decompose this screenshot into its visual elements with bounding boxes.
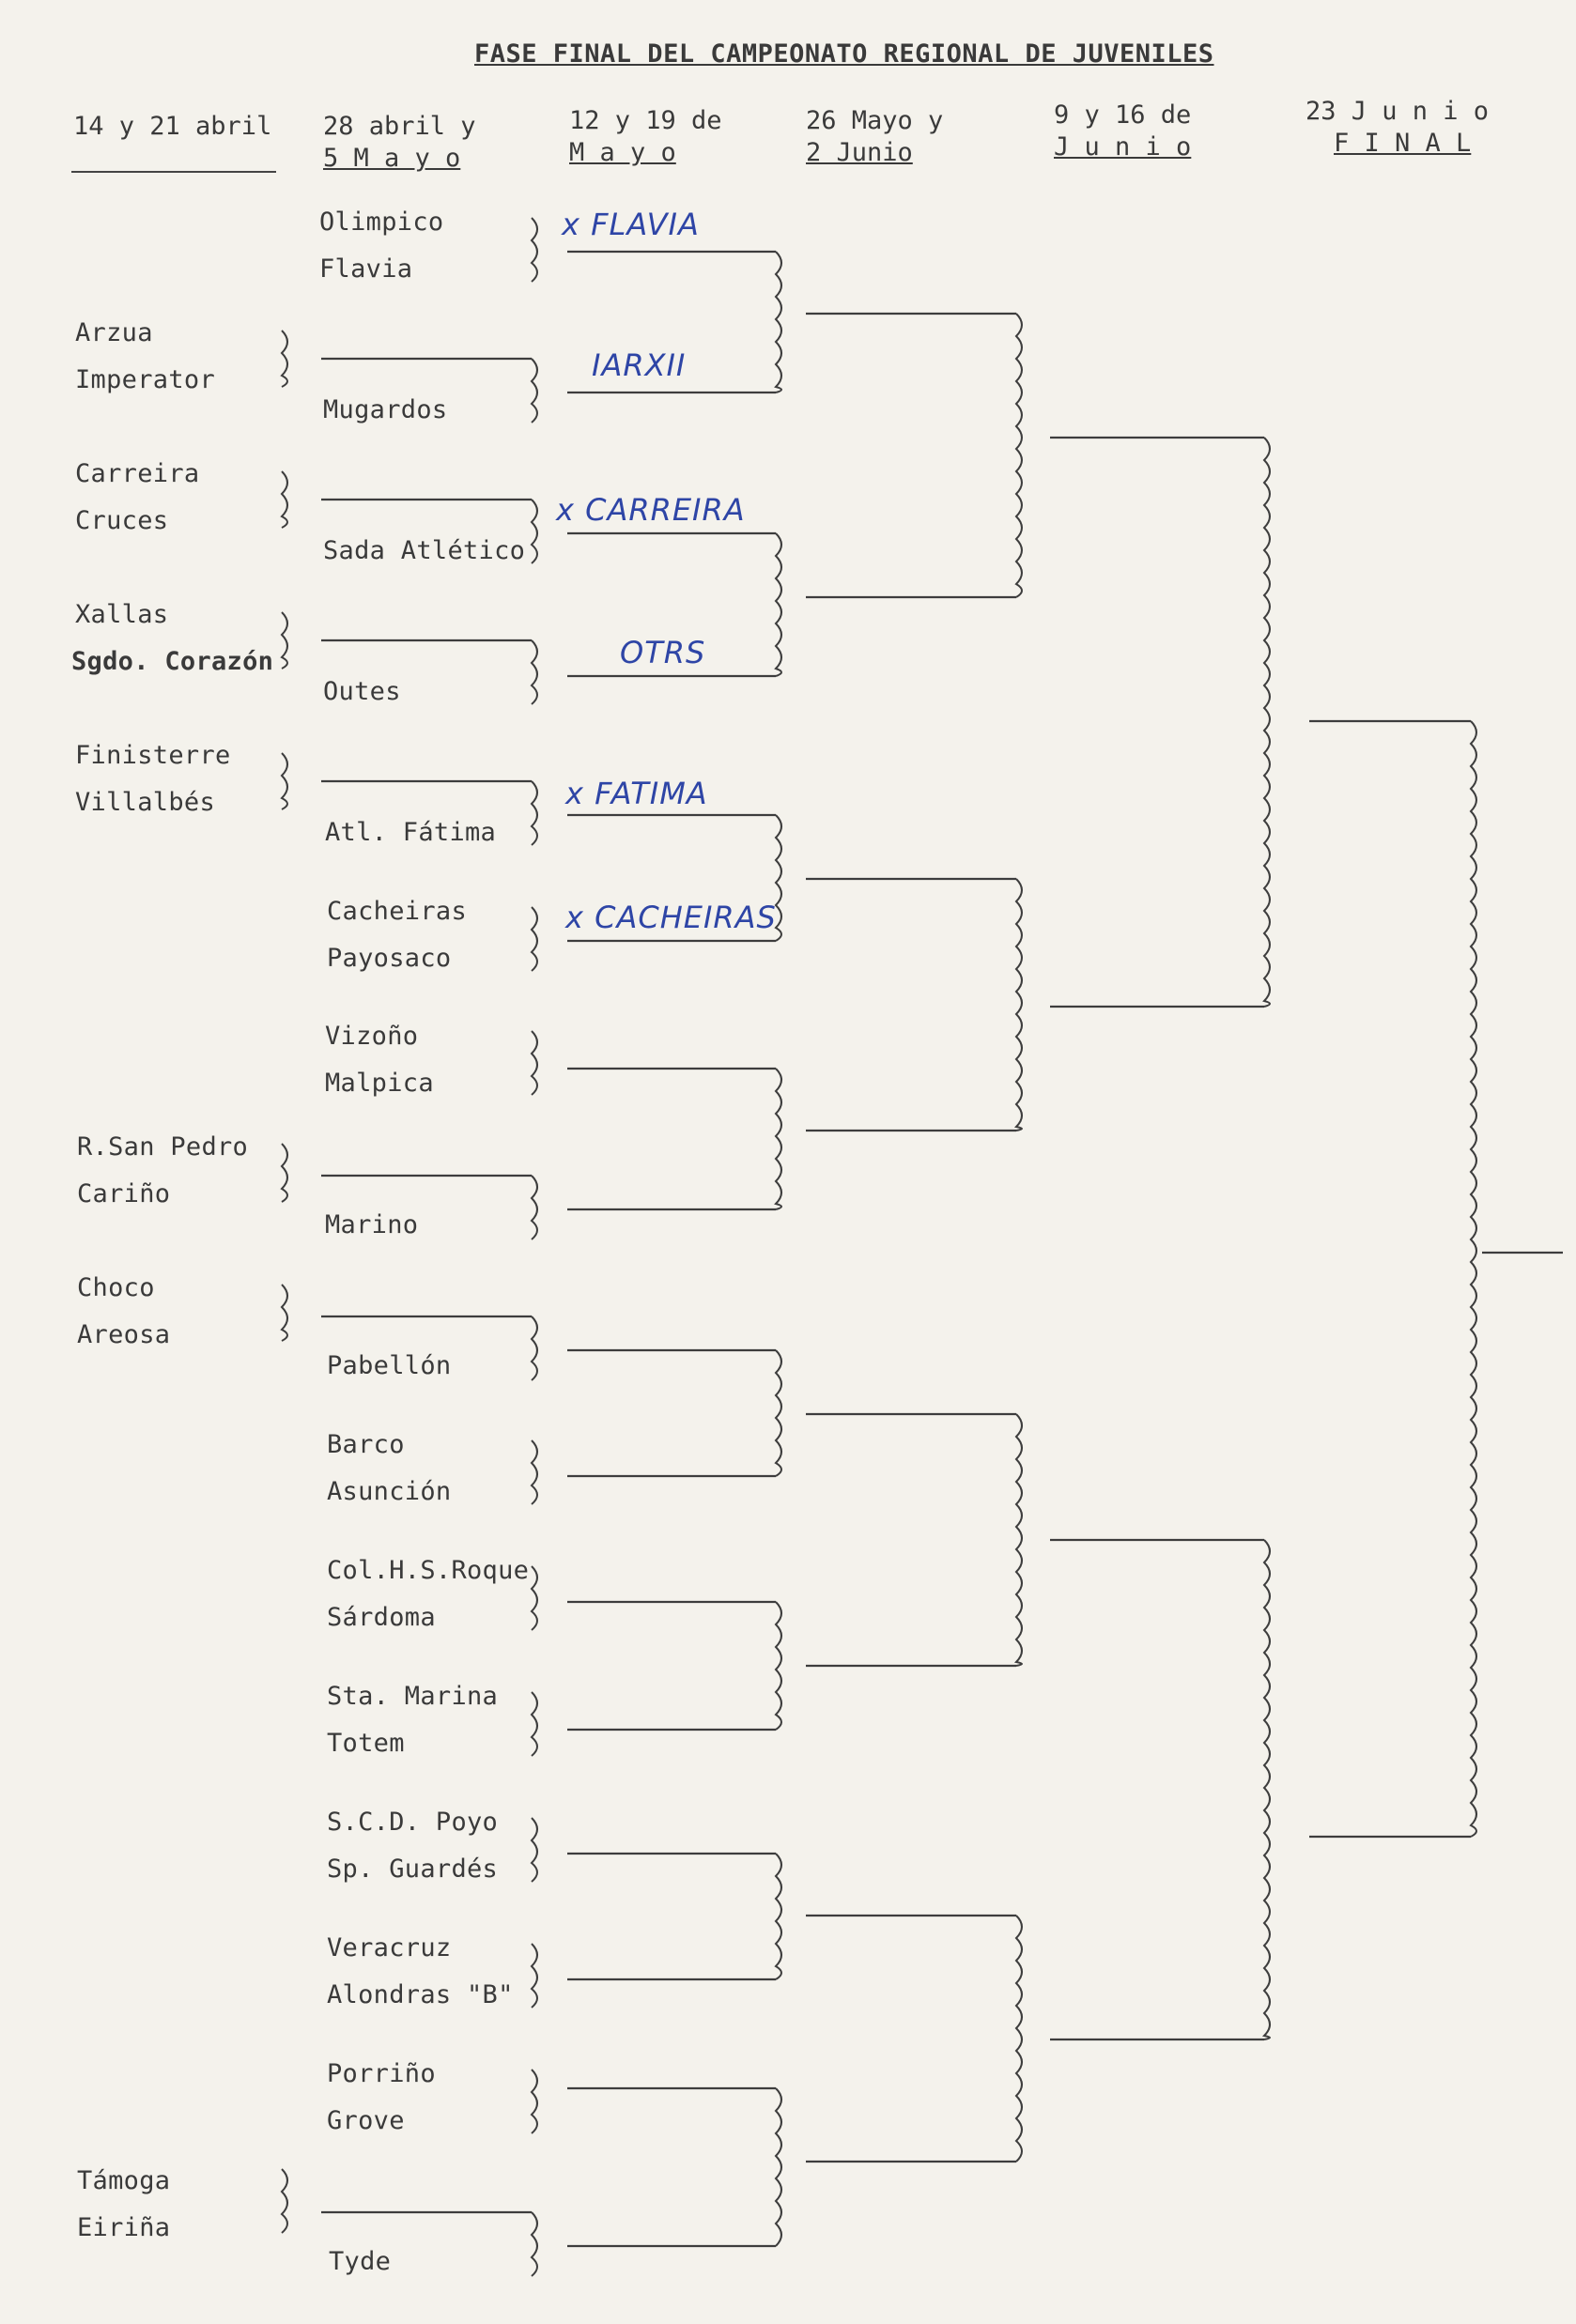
round-header-2: 28 abril y 5 M a y o (323, 112, 476, 173)
bracket-brace (532, 1440, 537, 1504)
bracket-brace (776, 1602, 781, 1730)
team-r2-barco: Barco (327, 1430, 405, 1459)
team-r2-payosaco: Payosaco (327, 944, 452, 973)
team-r2-alondras-b: Alondras "B" (327, 1980, 514, 2009)
round-header-1: 14 y 21 abril (73, 112, 272, 141)
team-r1-carreira: Carreira (75, 459, 200, 488)
page-title: FASE FINAL DEL CAMPEONATO REGIONAL DE JUVENILES (474, 39, 1214, 69)
round-header-1-underline (71, 171, 276, 173)
bracket-brace (282, 331, 287, 387)
team-r1-finisterre: Finisterre (75, 741, 231, 770)
bracket-brace (776, 1854, 781, 1979)
team-r2-malpica: Malpica (325, 1069, 434, 1098)
bracket-brace (532, 1031, 537, 1095)
team-r2-totem: Totem (327, 1729, 405, 1758)
team-r1-r-san-pedro: R.San Pedro (77, 1132, 249, 1162)
handwritten-note-1: x FLAVIA (562, 207, 700, 242)
bracket-brace (532, 1176, 537, 1239)
bracket-brace (1016, 879, 1022, 1131)
team-r2-cacheiras: Cacheiras (327, 897, 467, 926)
bracket-brace (776, 252, 781, 392)
bracket-brace (532, 2212, 537, 2276)
bracket-brace (1016, 1414, 1022, 1666)
round-header-4: 26 Mayo y 2 Junio (806, 106, 944, 167)
team-r2-grove: Grove (327, 2106, 405, 2135)
bracket-brace (282, 753, 287, 809)
bracket-brace (776, 533, 781, 676)
handwritten-note-5: x FATIMA (565, 776, 708, 811)
bracket-brace (776, 1069, 781, 1209)
bracket-brace (532, 1566, 537, 1630)
team-r2-scd-poyo: S.C.D. Poyo (327, 1808, 499, 1837)
round-header-3: 12 y 19 de M a y o (569, 106, 722, 167)
team-r1-villalbes: Villalbés (75, 788, 215, 817)
bracket-brace (282, 1144, 287, 1202)
bracket-brace (532, 907, 537, 971)
handwritten-note-3: x CARREIRA (556, 492, 746, 528)
bracket-brace (282, 471, 287, 528)
bracket-brace (532, 1944, 537, 2008)
handwritten-note-6: x CACHEIRAS (565, 900, 777, 935)
team-r1-areosa: Areosa (77, 1320, 171, 1349)
bracket-brace (532, 218, 537, 282)
bracket-brace (532, 1692, 537, 1756)
team-r2-atl-fatima: Atl. Fátima (325, 818, 497, 847)
team-r2-sada-atletico: Sada Atlético (323, 536, 526, 565)
team-r2-asuncion: Asunción (327, 1477, 452, 1506)
bracket-brace (532, 500, 537, 563)
team-r2-sp-guardes: Sp. Guardés (327, 1855, 499, 1884)
team-r2-tyde: Tyde (329, 2247, 392, 2276)
bracket-brace (532, 781, 537, 845)
bracket-brace (532, 1818, 537, 1882)
team-r1-xallas: Xallas (75, 600, 169, 629)
team-r2-outes: Outes (323, 677, 401, 706)
handwritten-note-4: OTRS (620, 635, 706, 670)
bracket-brace (1264, 438, 1270, 1007)
team-r1-tamoga: Támoga (77, 2166, 171, 2195)
bracket-brace (532, 2070, 537, 2133)
team-r2-veracruz: Veracruz (327, 1933, 452, 1962)
team-r2-pabellon: Pabellón (327, 1351, 452, 1380)
team-r1-cruces: Cruces (75, 506, 169, 535)
team-r2-mugardos: Mugardos (323, 395, 448, 424)
team-r2-sardoma: Sárdoma (327, 1603, 436, 1632)
team-r2-vizono: Vizoño (325, 1022, 419, 1051)
bracket-brace (776, 1350, 781, 1476)
bracket-brace (532, 1316, 537, 1380)
bracket-brace (282, 1285, 287, 1341)
round-header-final: 23 J u n i o F I N A L (1306, 97, 1490, 158)
bracket-brace (1016, 314, 1022, 597)
bracket-brace (282, 612, 287, 669)
bracket-brace (776, 2088, 781, 2246)
bracket-brace (282, 2169, 287, 2233)
team-r2-sta-marina: Sta. Marina (327, 1682, 499, 1711)
bracket-brace (1264, 1540, 1270, 2039)
team-r1-arzua: Arzua (75, 318, 153, 347)
handwritten-note-2: IARXII (592, 347, 687, 383)
team-r1-choco: Choco (77, 1273, 155, 1302)
bracket-brace (532, 359, 537, 423)
bracket-brace (1471, 721, 1476, 1837)
team-r2-olimpico: Olimpico (319, 208, 444, 237)
team-r1-eirina: Eiriña (77, 2213, 171, 2242)
bracket-brace (532, 640, 537, 704)
team-r2-flavia: Flavia (319, 254, 413, 284)
round-header-5: 9 y 16 de J u n i o (1054, 100, 1192, 162)
team-r1-imperator: Imperator (75, 365, 215, 394)
team-r2-porrino: Porriño (327, 2059, 436, 2088)
team-r1-carino: Cariño (77, 1179, 171, 1208)
team-r2-marino: Marino (325, 1210, 419, 1239)
team-r2-col-h-s-roque: Col.H.S.Roque (327, 1556, 530, 1585)
team-r1-sgdo-corazon: Sgdo. Corazón (71, 647, 274, 676)
bracket-brace (1016, 1916, 1022, 2162)
